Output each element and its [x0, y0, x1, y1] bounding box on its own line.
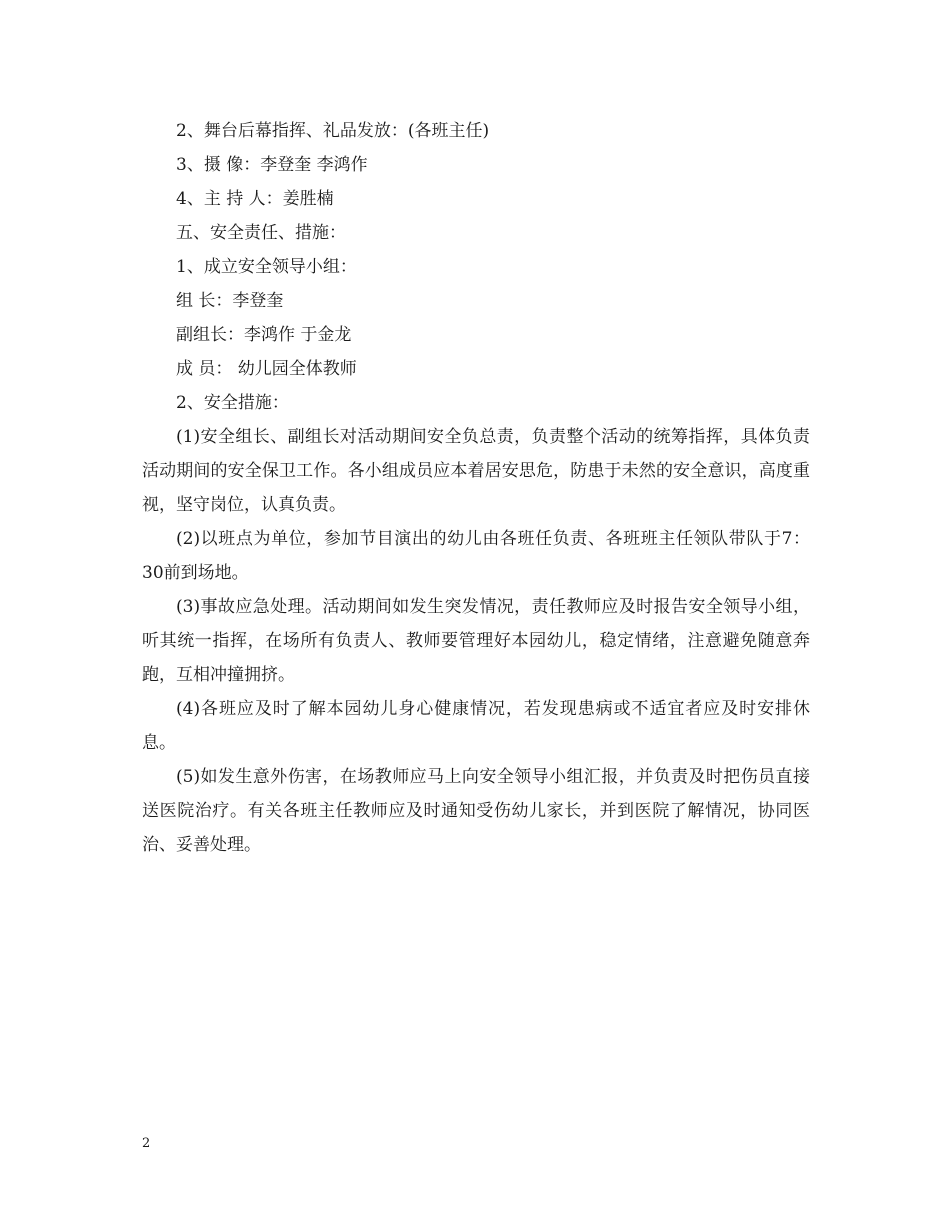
line-safety-measures: 2、安全措施： — [176, 393, 289, 413]
paragraph-measure-4: (4)各班应及时了解本园幼儿身心健康情况，若发现患病或不适宜者应及时安排休息。 — [142, 699, 810, 753]
section-heading-safety: 五、安全责任、措施： — [176, 223, 346, 243]
paragraph-measure-3: (3)事故应急处理。活动期间如发生突发情况，责任教师应及时报告安全领导小组，听其统一指挥，在场所有负责人、教师要管理好本园幼儿，稳定情绪，注意避免随意奔跑，互相冲撞拥挤。 — [142, 597, 810, 685]
line-backstage: 2、舞台后幕指挥、礼品发放：(各班主任) — [176, 121, 490, 141]
paragraph-measure-1: (1)安全组长、副组长对活动期间安全负总责，负责整个活动的统筹指挥，具体负责活动期间的安全保卫工作。各小组成员应本着居安思危，防患于未然的安全意识，高度重视，坚守岗位，认真负责。 — [142, 427, 810, 515]
line-members: 成 员： 幼儿园全体教师 — [176, 359, 357, 379]
line-host: 4、主 持 人：姜胜楠 — [176, 189, 334, 209]
page-number: 2 — [142, 1136, 151, 1151]
paragraph-measure-2: (2)以班点为单位，参加节目演出的幼儿由各班任负责、各班班主任领队带队于7：30前到场地。 — [142, 529, 810, 583]
paragraph-measure-5: (5)如发生意外伤害，在场教师应马上向安全领导小组汇报，并负责及时把伤员直接送医院治疗。有关各班主任教师应及时通知受伤幼儿家长，并到医院了解情况，协同医治、妥善处理。 — [142, 767, 810, 855]
line-camera: 3、摄 像：李登奎 李鸿作 — [176, 155, 368, 175]
line-safety-group: 1、成立安全领导小组： — [176, 257, 357, 277]
line-group-leader: 组 长：李登奎 — [176, 291, 284, 311]
line-deputy-leader: 副组长：李鸿作 于金龙 — [176, 325, 352, 345]
document-body — [142, 114, 810, 862]
